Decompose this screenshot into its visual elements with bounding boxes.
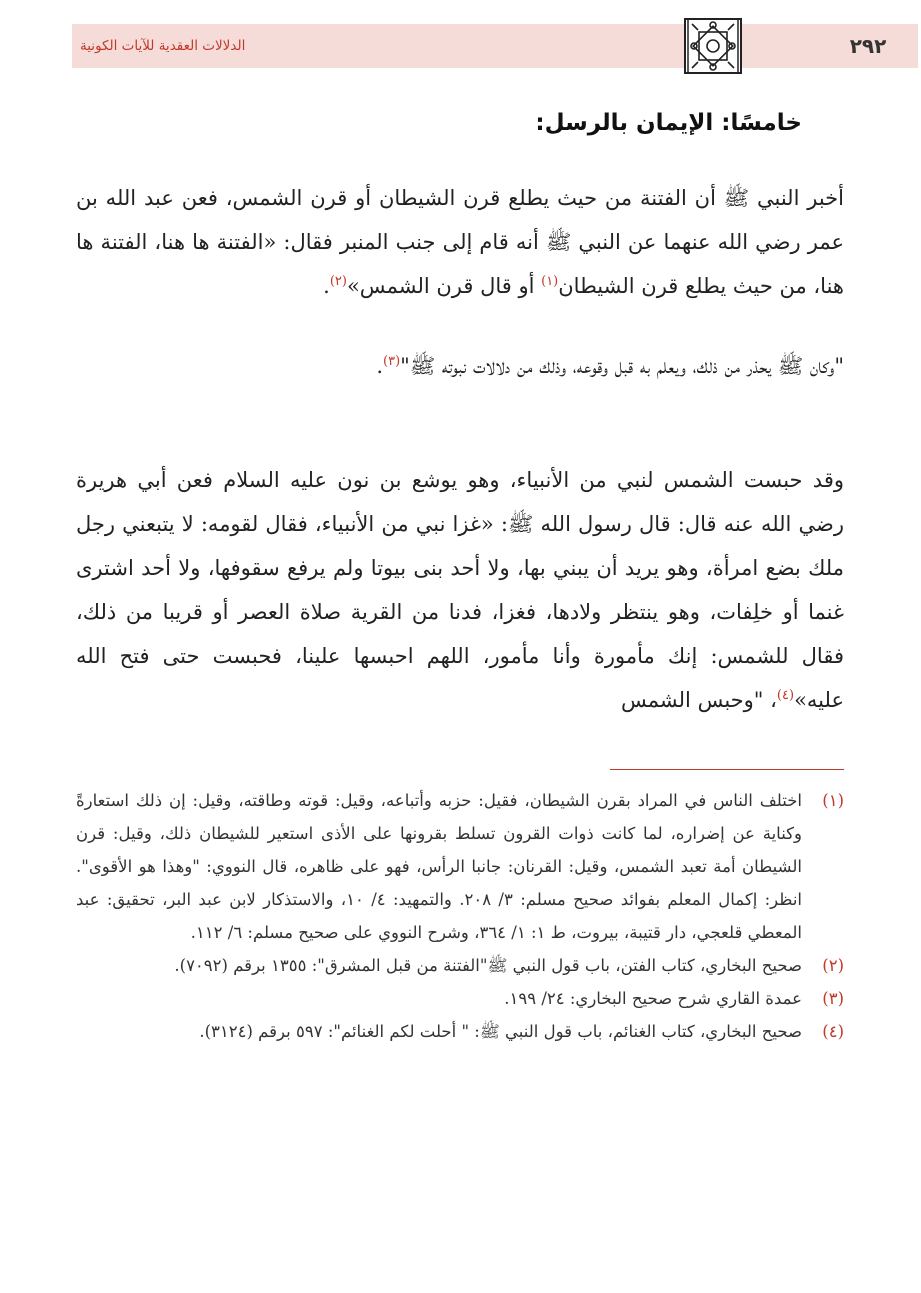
footnote-ref-4[interactable]: (٤) — [776, 688, 795, 703]
running-title: الدلالات العقدية للآيات الكونية — [80, 38, 246, 54]
footnote-number: (٢) — [822, 956, 844, 975]
geometric-ornament-icon — [684, 18, 742, 74]
footnote-item — [76, 1015, 844, 1048]
paragraph-2-end: . — [376, 354, 384, 378]
footnote-text: صحيح البخاري، كتاب الغنائم، باب قول النبي ﷺ: " أحلت لكم الغنائم": ٥٩٧ برقم (٣١٢٤). — [199, 1022, 802, 1041]
section-heading: خامسًا: الإيمان بالرسل: — [535, 110, 802, 136]
paragraph-2-text: "وكان ﷺ يحذر من ذلك، ويعلم به قبل وقوعه، وذلك من دلالات نبوته ﷺ" — [400, 354, 844, 378]
paragraph-3 — [76, 458, 844, 722]
paragraph-1-end: . — [323, 274, 330, 298]
footnote-number: (٣) — [822, 989, 844, 1008]
paragraph-2 — [76, 346, 844, 386]
footnote-divider — [610, 769, 844, 770]
footnote-text: اختلف الناس في المراد بقرن الشيطان، فقيل: حزبه وأتباعه، وقيل: قوته وطاقته، وقيل: إن ذلك استعارةً وكناية عن إضراره، لما كانت ذوات القرون تسلط بقرونها على الأذى استعير للشيطان ذلك، وقيل: قرن الشيطان أمة تعبد الشمس، وقيل: القرنان: جانبا الرأس، فهو على ظاهره، قال النووي: "وهذا هو الأقوى". انظر: إكمال المعلم بفوائد صحيح مسلم: ٣/ ٢٠٨. والتمهيد: ٤/ ١٠، والاستذكار لابن عبد البر، تحقيق: عبد المعطي قلعجي، دار قتيبة، بيروت، ط ١: ١/ ٣٦٤، وشرح النووي على صحيح مسلم: ٦/ ١١٢. — [76, 791, 803, 942]
footnote-text: عمدة القاري شرح صحيح البخاري: ٢٤/ ١٩٩. — [504, 989, 802, 1008]
footnote-item — [76, 982, 844, 1015]
footnote-number: (٤) — [822, 1022, 844, 1041]
footnote-text: صحيح البخاري، كتاب الفتن، باب قول النبي ﷺ"الفتنة من قبل المشرق": ١٣٥٥ برقم (٧٠٩٢). — [174, 956, 802, 975]
footnote-item — [76, 949, 844, 982]
footnote-ref-3[interactable]: (٣) — [383, 354, 401, 369]
paragraph-3-end: ، "وحبس الشمس — [621, 688, 777, 712]
page-header — [72, 18, 887, 74]
paragraph-1-mid: أو قال قرن الشمس» — [346, 274, 542, 298]
paragraph-1-text: أخبر النبي ﷺ أن الفتنة من حيث يطلع قرن الشيطان أو قرن الشمس، فعن عبد الله بن عمر رضي الله عنهما عن النبي ﷺ أنه قام إلى جنب المنبر فقال: «الفتنة ها هنا، الفتنة ها هنا، من حيث يطلع قرن الشيطان — [76, 186, 844, 298]
footnote-ref-1[interactable]: (١) — [541, 274, 559, 289]
footnotes — [76, 784, 844, 1048]
paragraph-1 — [76, 176, 844, 308]
footnote-ref-2[interactable]: (٢) — [329, 274, 347, 289]
footnote-item — [76, 784, 844, 949]
paragraph-3-text: وقد حبست الشمس لنبي من الأنبياء، وهو يوشع بن نون عليه السلام فعن أبي هريرة رضي الله عنه قال: قال رسول الله ﷺ: «غزا نبي من الأنبياء، فقال لقومه: لا يتبعني رجل ملك بضع امرأة، وهو يريد أن يبني بها، ولا أحد بنى بيوتا ولم يرفع سقوفها، ولا أحد اشترى غنما أو خلِفات، وهو ينتظر ولادها، فغزا، فدنا من القرية صلاة العصر أو قريبا من ذلك، فقال للشمس: إنك مأمورة وأنا مأمور، اللهم احبسها علينا، فحبست حتى فتح الله عليه» — [76, 468, 844, 712]
page-number: ٢٩٢ — [818, 24, 918, 68]
footnote-number: (١) — [822, 791, 844, 810]
